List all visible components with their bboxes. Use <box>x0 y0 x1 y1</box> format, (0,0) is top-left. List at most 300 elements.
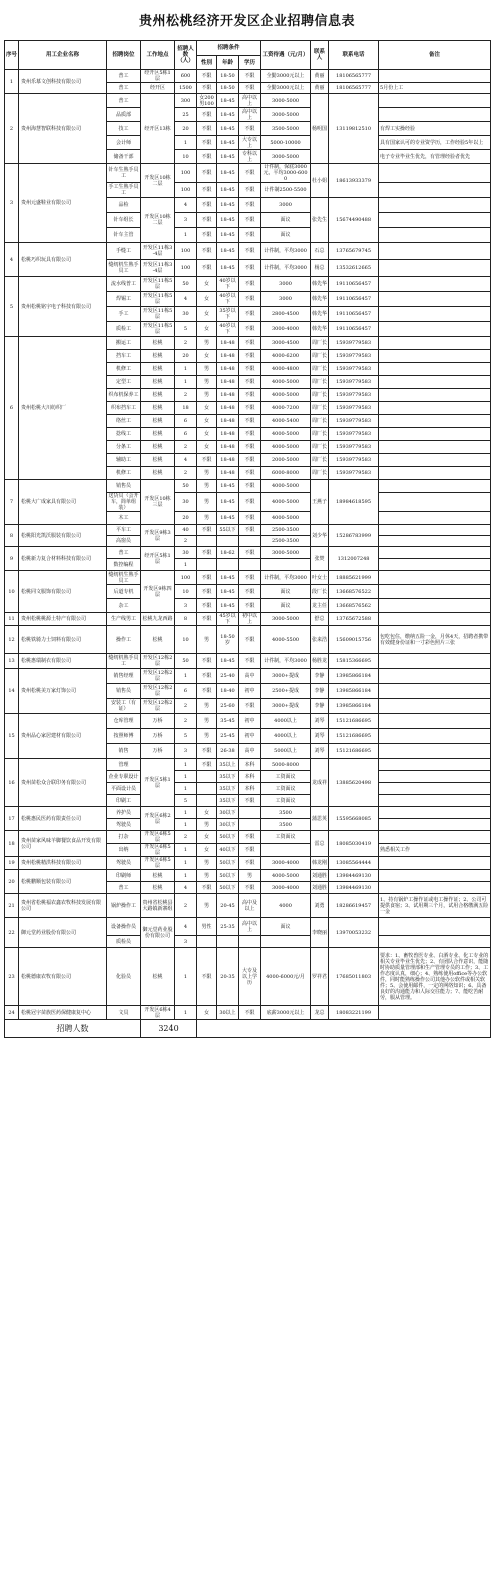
position-cell: 手缝工 <box>107 243 141 260</box>
age-cell: 18-48 <box>217 350 239 363</box>
note-cell <box>379 759 491 771</box>
edu-cell: 不限 <box>239 213 261 228</box>
position-cell: 锅炉操作工 <box>107 894 141 918</box>
no-cell: 8 <box>5 525 19 547</box>
note-cell <box>379 428 491 441</box>
pay-cell: 4000-6200 <box>261 350 311 363</box>
position-cell: 操作工 <box>107 626 141 654</box>
count-cell: 50 <box>175 480 197 493</box>
note-cell <box>379 525 491 536</box>
count-cell: 1 <box>175 844 197 857</box>
location-cell: 松桃 <box>141 428 175 441</box>
position-cell: 普工 <box>107 547 141 559</box>
position-cell: 手工 <box>107 307 141 322</box>
pay-cell: 全勤3000元以上 <box>261 83 311 94</box>
gender-cell: 不限 <box>197 585 217 599</box>
table-row <box>5 243 491 260</box>
gender-cell: 男 <box>197 857 217 870</box>
age-cell: 18-45 <box>217 122 239 136</box>
edu-cell: 不限 <box>239 389 261 402</box>
gender-cell: 不限 <box>197 164 217 183</box>
position-cell: 高窗员 <box>107 536 141 547</box>
location-cell: 开发区10栋三层 <box>141 480 175 525</box>
phone-cell: 13985866184 <box>329 669 379 684</box>
gender-cell: 男 <box>197 363 217 376</box>
no-cell: 6 <box>5 337 19 480</box>
note-cell: 要求：1、畜牧兽医专业、白酒专业、化工专业的相关专业毕业生优先；2、有团队合作意识，能随时协助质量管理部和生产管理专员的工作；3、工作态度认真，细心；4、熟练使用office等办公软件，同时能熟练操作公司其他办公软件或相关软件；5、会使用邮件，一定的网络知识；6、具备良好的沟通能力和人际交往能力；7、能吃苦耐劳，服从管理。 <box>379 948 491 1006</box>
pay-cell: 3000-5000 <box>261 108 311 122</box>
position-cell: 文员 <box>107 1006 141 1020</box>
contact-cell: 雷总 <box>311 831 329 857</box>
position-cell: 质检员 <box>107 936 141 948</box>
pay-cell: 全勤3000元以上 <box>261 70 311 83</box>
edu-cell <box>239 807 261 819</box>
contact-cell: 刘通胜 <box>311 870 329 882</box>
phone-cell: 17685011803 <box>329 948 379 1006</box>
pay-cell <box>261 844 311 857</box>
location-cell: 开发区6栋5层 <box>141 844 175 857</box>
note-cell: 1、持有锅炉工操作证或电工操作证；2、公司可提供食宿；3、试用期三个月，试用合格缴满五险一金 <box>379 894 491 918</box>
position-cell: 机修工 <box>107 467 141 480</box>
company-cell: 松桃阳光凯沃服装有限公司 <box>19 525 107 547</box>
phone-cell: 13985866184 <box>329 699 379 714</box>
note-cell <box>379 480 491 493</box>
position-cell: 销售经理 <box>107 669 141 684</box>
note-cell <box>379 402 491 415</box>
location-cell: 松桃 <box>141 882 175 894</box>
note-cell <box>379 260 491 277</box>
count-cell: 50 <box>175 277 197 292</box>
edu-cell: 不限 <box>239 183 261 198</box>
age-cell: 35-45 <box>217 714 239 729</box>
phone-cell: 13984469130 <box>329 870 379 882</box>
pay-cell: 6000-8000 <box>261 467 311 480</box>
count-cell: 30 <box>175 547 197 559</box>
gender-cell <box>197 795 217 807</box>
position-cell: 捻线工 <box>107 428 141 441</box>
position-cell: 会计师 <box>107 136 141 150</box>
contact-cell: 韩龙刚 <box>311 857 329 870</box>
gender-cell: 不限 <box>197 744 217 759</box>
gender-cell: 男 <box>197 337 217 350</box>
edu-cell <box>239 819 261 831</box>
header-note: 备注 <box>379 41 491 70</box>
table-row <box>5 669 491 684</box>
note-cell <box>379 795 491 807</box>
phone-cell: 18984618595 <box>329 480 379 525</box>
contact-cell: 张来浩 <box>311 626 329 654</box>
position-cell: 化验员 <box>107 948 141 1006</box>
contact-cell: 龙总 <box>311 1006 329 1020</box>
edu-cell <box>239 936 261 948</box>
gender-cell: 男 <box>197 626 217 654</box>
note-cell <box>379 183 491 198</box>
location-cell: 松桃 <box>141 626 175 654</box>
location-cell: 开发区11栋3-4层 <box>141 260 175 277</box>
contact-cell: 周厂长 <box>311 402 329 415</box>
gender-cell: 男 <box>197 480 217 493</box>
age-cell: 18-48 <box>217 376 239 389</box>
age-cell: 50以下 <box>217 857 239 870</box>
no-cell: 14 <box>5 669 19 714</box>
header-position: 招聘岗位 <box>107 41 141 70</box>
pay-cell: 4000-5000 <box>261 493 311 512</box>
pay-cell: 3000 <box>261 198 311 213</box>
edu-cell: 不限 <box>239 795 261 807</box>
gender-cell: 女 <box>197 831 217 844</box>
contact-cell: 周厂长 <box>311 415 329 428</box>
pay-cell: 3500 <box>261 819 311 831</box>
company-cell: 松桃德康农牧有限公司 <box>19 948 107 1006</box>
pay-cell: 2500+提成 <box>261 684 311 699</box>
phone-cell: 15609015756 <box>329 626 379 654</box>
note-cell <box>379 322 491 337</box>
position-cell: 销售 <box>107 744 141 759</box>
pay-cell: 3500-5000 <box>261 122 311 136</box>
pay-cell: 4000-5000 <box>261 376 311 389</box>
position-cell: 打杂 <box>107 831 141 844</box>
gender-cell: 女 <box>197 292 217 307</box>
header-age: 年龄 <box>217 56 239 70</box>
pay-cell: 计件制，平均3000 <box>261 260 311 277</box>
contact-cell: 刘琴 <box>311 729 329 744</box>
phone-cell: 13765679745 <box>329 243 379 260</box>
company-cell: 贵州松桃精洪科技有限公司 <box>19 857 107 870</box>
edu-cell: 高中以上 <box>239 108 261 122</box>
contact-cell: 杨总 <box>311 260 329 277</box>
count-cell: 1 <box>175 376 197 389</box>
edu-cell: 不限 <box>239 1006 261 1020</box>
note-cell <box>379 292 491 307</box>
pay-cell: 4000-5000 <box>261 480 311 493</box>
gender-cell: 男 <box>197 493 217 512</box>
company-cell: 松桃同文服饰有限公司 <box>19 571 107 613</box>
pay-cell: 4000 <box>261 894 311 918</box>
age-cell: 25-45 <box>217 729 239 744</box>
note-cell <box>379 669 491 684</box>
contact-cell: 黄丽 <box>311 70 329 83</box>
edu-cell: 初中 <box>239 684 261 699</box>
phone-cell: 15674490488 <box>329 198 379 243</box>
age-cell: 20-45 <box>217 894 239 918</box>
location-cell: 御元堂药业股份有限公司 <box>141 918 175 948</box>
age-cell: 18-45 <box>217 512 239 525</box>
gender-cell: 不限 <box>197 547 217 559</box>
count-cell: 4 <box>175 918 197 936</box>
gender-cell: 不限 <box>197 83 217 94</box>
age-cell <box>217 536 239 547</box>
gender-cell: 女 <box>197 307 217 322</box>
no-cell: 16 <box>5 759 19 807</box>
age-cell: 18-45 <box>217 164 239 183</box>
gender-cell: 男 <box>197 512 217 525</box>
no-cell: 15 <box>5 714 19 759</box>
age-cell: 18-45 <box>217 150 239 164</box>
phone-cell: 19110656457 <box>329 277 379 292</box>
phone-cell: 15939779583 <box>329 467 379 480</box>
position-cell: 后道专机 <box>107 585 141 599</box>
age-cell: 18-48 <box>217 428 239 441</box>
pay-cell: 4000-5000 <box>261 389 311 402</box>
no-cell: 10 <box>5 571 19 613</box>
count-cell: 30 <box>175 307 197 322</box>
contact-cell: 韩先华 <box>311 307 329 322</box>
count-cell: 1 <box>175 559 197 571</box>
note-cell <box>379 870 491 882</box>
count-cell: 1 <box>175 363 197 376</box>
location-cell: 开发区10栋二层 <box>141 198 175 243</box>
company-cell: 贵州品心家居建材有限公司 <box>19 714 107 759</box>
company-cell: 松桃鹏顺包装有限公司 <box>19 870 107 894</box>
age-cell <box>217 559 239 571</box>
age-cell: 30以下 <box>217 819 239 831</box>
contact-cell: 刘通胜 <box>311 882 329 894</box>
position-cell: 品检 <box>107 198 141 213</box>
position-cell: 缝纫机熟手员工 <box>108 655 139 667</box>
count-cell: 2 <box>175 894 197 918</box>
pay-cell: 4000-5000 <box>261 428 311 441</box>
count-cell: 30 <box>175 493 197 512</box>
count-cell: 1 <box>175 669 197 684</box>
phone-cell: 18613933379 <box>329 164 379 198</box>
pay-cell: 3500 <box>261 807 311 819</box>
edu-cell: 不限 <box>239 70 261 83</box>
contact-cell: 刘琴 <box>311 744 329 759</box>
count-cell: 1 <box>175 136 197 150</box>
note-cell <box>379 1006 491 1020</box>
age-cell: 55以下 <box>217 525 239 536</box>
position-cell: 络丝工 <box>107 415 141 428</box>
contact-cell: 韩先华 <box>311 292 329 307</box>
header-contact: 联系人 <box>311 41 329 70</box>
edu-cell: 不限 <box>239 844 261 857</box>
document <box>4 4 490 1038</box>
edu-cell: 不限 <box>239 307 261 322</box>
phone-cell: 13765672588 <box>329 613 379 626</box>
phone-cell: 13668576522 <box>329 585 379 599</box>
table-row <box>5 948 491 1006</box>
pay-cell: 工资面议 <box>261 771 311 783</box>
contact-cell: 刘勇 <box>311 894 329 918</box>
phone-cell: 15595668085 <box>329 807 379 831</box>
location-cell: 开发区5栋1层 <box>141 759 175 807</box>
pay-cell: 面议 <box>261 213 311 228</box>
note-cell <box>379 94 491 108</box>
gender-cell: 不限 <box>197 228 217 243</box>
no-cell: 20 <box>5 870 19 894</box>
age-cell: 18-45 <box>217 260 239 277</box>
location-cell: 开发区11栋5层 <box>141 277 175 292</box>
note-cell <box>379 936 491 948</box>
note-cell <box>379 714 491 729</box>
no-cell: 3 <box>5 164 19 243</box>
no-cell: 4 <box>5 243 19 277</box>
edu-cell <box>239 559 261 571</box>
phone-cell: 13885620498 <box>329 759 379 807</box>
header-phone: 联系电话 <box>329 41 379 70</box>
position-cell: 普工 <box>107 70 141 83</box>
gender-cell: 女 <box>197 428 217 441</box>
position-cell: 设备操作员 <box>107 918 141 936</box>
pay-cell: 计件制2500-5500 <box>261 183 311 198</box>
header-edu: 学历 <box>239 56 261 70</box>
phone-cell: 13985866184 <box>329 684 379 699</box>
count-cell: 40 <box>175 525 197 536</box>
pay-cell: 4000-5000 <box>261 441 311 454</box>
pay-cell: 面议 <box>261 599 311 613</box>
phone-cell: 13085564444 <box>329 857 379 870</box>
table-row <box>5 918 491 936</box>
pay-cell: 3000 <box>261 277 311 292</box>
phone-cell: 15939779583 <box>329 350 379 363</box>
contact-cell: 周厂长 <box>311 389 329 402</box>
table-row <box>5 654 491 669</box>
edu-cell: 不限 <box>239 493 261 512</box>
note-cell <box>379 337 491 350</box>
note-cell <box>379 277 491 292</box>
edu-cell: 本科 <box>239 771 261 783</box>
company-cell: 贵州苗家风味羊脚餐饮食品开发有限公司 <box>19 831 107 857</box>
location-cell: 开发区12栋2层 <box>141 684 175 699</box>
table-row <box>5 870 491 882</box>
gender-cell: 不限 <box>197 136 217 150</box>
count-cell: 6 <box>175 684 197 699</box>
note-cell <box>379 857 491 870</box>
location-cell: 开发区12栋2层 <box>141 654 175 669</box>
no-cell: 9 <box>5 547 19 571</box>
count-cell: 25 <box>175 108 197 122</box>
table-row <box>5 547 491 559</box>
gender-cell: 女 <box>197 277 217 292</box>
header-gender: 性别 <box>197 56 217 70</box>
gender-cell: 不限 <box>197 882 217 894</box>
phone-cell: 19110656457 <box>329 292 379 307</box>
count-cell: 18 <box>175 402 197 415</box>
no-cell: 13 <box>5 654 19 669</box>
position-cell: 流水线普工 <box>107 277 141 292</box>
gender-cell: 女200男100 <box>197 94 217 108</box>
note-cell <box>379 454 491 467</box>
contact-cell: 周厂长 <box>311 376 329 389</box>
contact-cell: 蒲思英 <box>311 807 329 831</box>
contact-cell: 刘琴 <box>311 714 329 729</box>
age-cell: 30以下 <box>217 807 239 819</box>
footer-total: 3240 <box>141 1020 197 1038</box>
note-cell <box>379 213 491 228</box>
note-cell <box>379 819 491 831</box>
company-cell: 贵州松桃桃源土特产有限公司 <box>19 613 107 626</box>
pay-cell: 计件制，平均3000 <box>261 571 311 585</box>
no-cell: 2 <box>5 94 19 164</box>
table-row <box>5 70 491 83</box>
count-cell: 2 <box>175 536 197 547</box>
table-row <box>5 857 491 870</box>
location-cell: 经开区5栋1层 <box>141 70 175 83</box>
age-cell: 18-62 <box>217 547 239 559</box>
location-cell: 松桃 <box>141 948 175 1006</box>
edu-cell: 大专以上 <box>239 136 261 150</box>
gender-cell: 不限 <box>197 759 217 771</box>
company-cell: 贵州乐慕文创科技有限公司 <box>19 70 107 94</box>
count-cell: 2 <box>175 699 197 714</box>
age-cell: 18-48 <box>217 441 239 454</box>
company-cell: 贵州松桃铭宇电子科技有限公司 <box>19 277 107 337</box>
gender-cell: 女 <box>197 415 217 428</box>
age-cell: 30以上 <box>217 1006 239 1020</box>
age-cell: 26-38 <box>217 744 239 759</box>
location-cell: 松桃 <box>141 376 175 389</box>
age-cell: 35以下 <box>217 795 239 807</box>
phone-cell: 18106565777 <box>329 70 379 83</box>
location-cell: 开发区6栋5层 <box>141 857 175 870</box>
location-cell: 开发区10栋二层 <box>141 164 175 198</box>
age-cell: 35以下 <box>217 783 239 795</box>
count-cell: 1 <box>175 819 197 831</box>
contact-cell: 罗祥君 <box>311 948 329 1006</box>
count-cell: 3 <box>175 744 197 759</box>
pay-cell: 3000-4000 <box>261 857 311 870</box>
position-cell: 挡车工 <box>107 350 141 363</box>
location-cell: 松桃 <box>141 467 175 480</box>
edu-cell: 不限 <box>239 525 261 536</box>
age-cell: 18-50 <box>217 70 239 83</box>
note-cell: 熟悉相关工作 <box>379 844 491 857</box>
edu-cell: 不限 <box>239 122 261 136</box>
position-cell: 仓库管理 <box>107 714 141 729</box>
note-cell <box>379 70 491 83</box>
edu-cell: 不限 <box>239 337 261 350</box>
position-cell: 手工生熟手员工 <box>108 184 139 196</box>
edu-cell <box>239 536 261 547</box>
pay-cell: 4000-4800 <box>261 363 311 376</box>
edu-cell: 不限 <box>239 441 261 454</box>
gender-cell: 男 <box>197 870 217 882</box>
age-cell: 18-45 <box>217 198 239 213</box>
edu-cell: 不限 <box>239 228 261 243</box>
count-cell: 1 <box>175 771 197 783</box>
location-cell: 松桃 <box>141 415 175 428</box>
edu-cell: 不限 <box>239 571 261 585</box>
edu-cell: 不限 <box>239 243 261 260</box>
contact-cell: 叶女士 <box>311 571 329 585</box>
location-cell: 开发区6栋2层 <box>141 807 175 831</box>
note-cell <box>379 363 491 376</box>
note-cell <box>379 441 491 454</box>
gender-cell: 不限 <box>197 122 217 136</box>
count-cell: 100 <box>175 571 197 585</box>
location-cell: 开发区11栋5层 <box>141 292 175 307</box>
phone-cell: 15939779583 <box>329 363 379 376</box>
edu-cell: 不限 <box>239 882 261 894</box>
note-cell <box>379 198 491 213</box>
gender-cell: 不限 <box>197 108 217 122</box>
header-location: 工作地点 <box>141 41 175 70</box>
position-cell: 质检工 <box>107 322 141 337</box>
contact-cell: 王燕子 <box>311 480 329 525</box>
pay-cell: 工资面议 <box>261 783 311 795</box>
age-cell: 18-45 <box>217 480 239 493</box>
age-cell <box>217 936 239 948</box>
contact-cell: 张焚 <box>311 547 329 571</box>
phone-cell: 13119812510 <box>329 94 379 164</box>
note-cell <box>379 882 491 894</box>
count-cell: 1 <box>175 759 197 771</box>
count-cell: 4 <box>175 454 197 467</box>
contact-cell: 石总 <box>311 243 329 260</box>
count-cell: 5 <box>175 795 197 807</box>
company-cell: 贵州松桃大川纺织厂 <box>19 337 107 480</box>
edu-cell: 不限 <box>239 363 261 376</box>
